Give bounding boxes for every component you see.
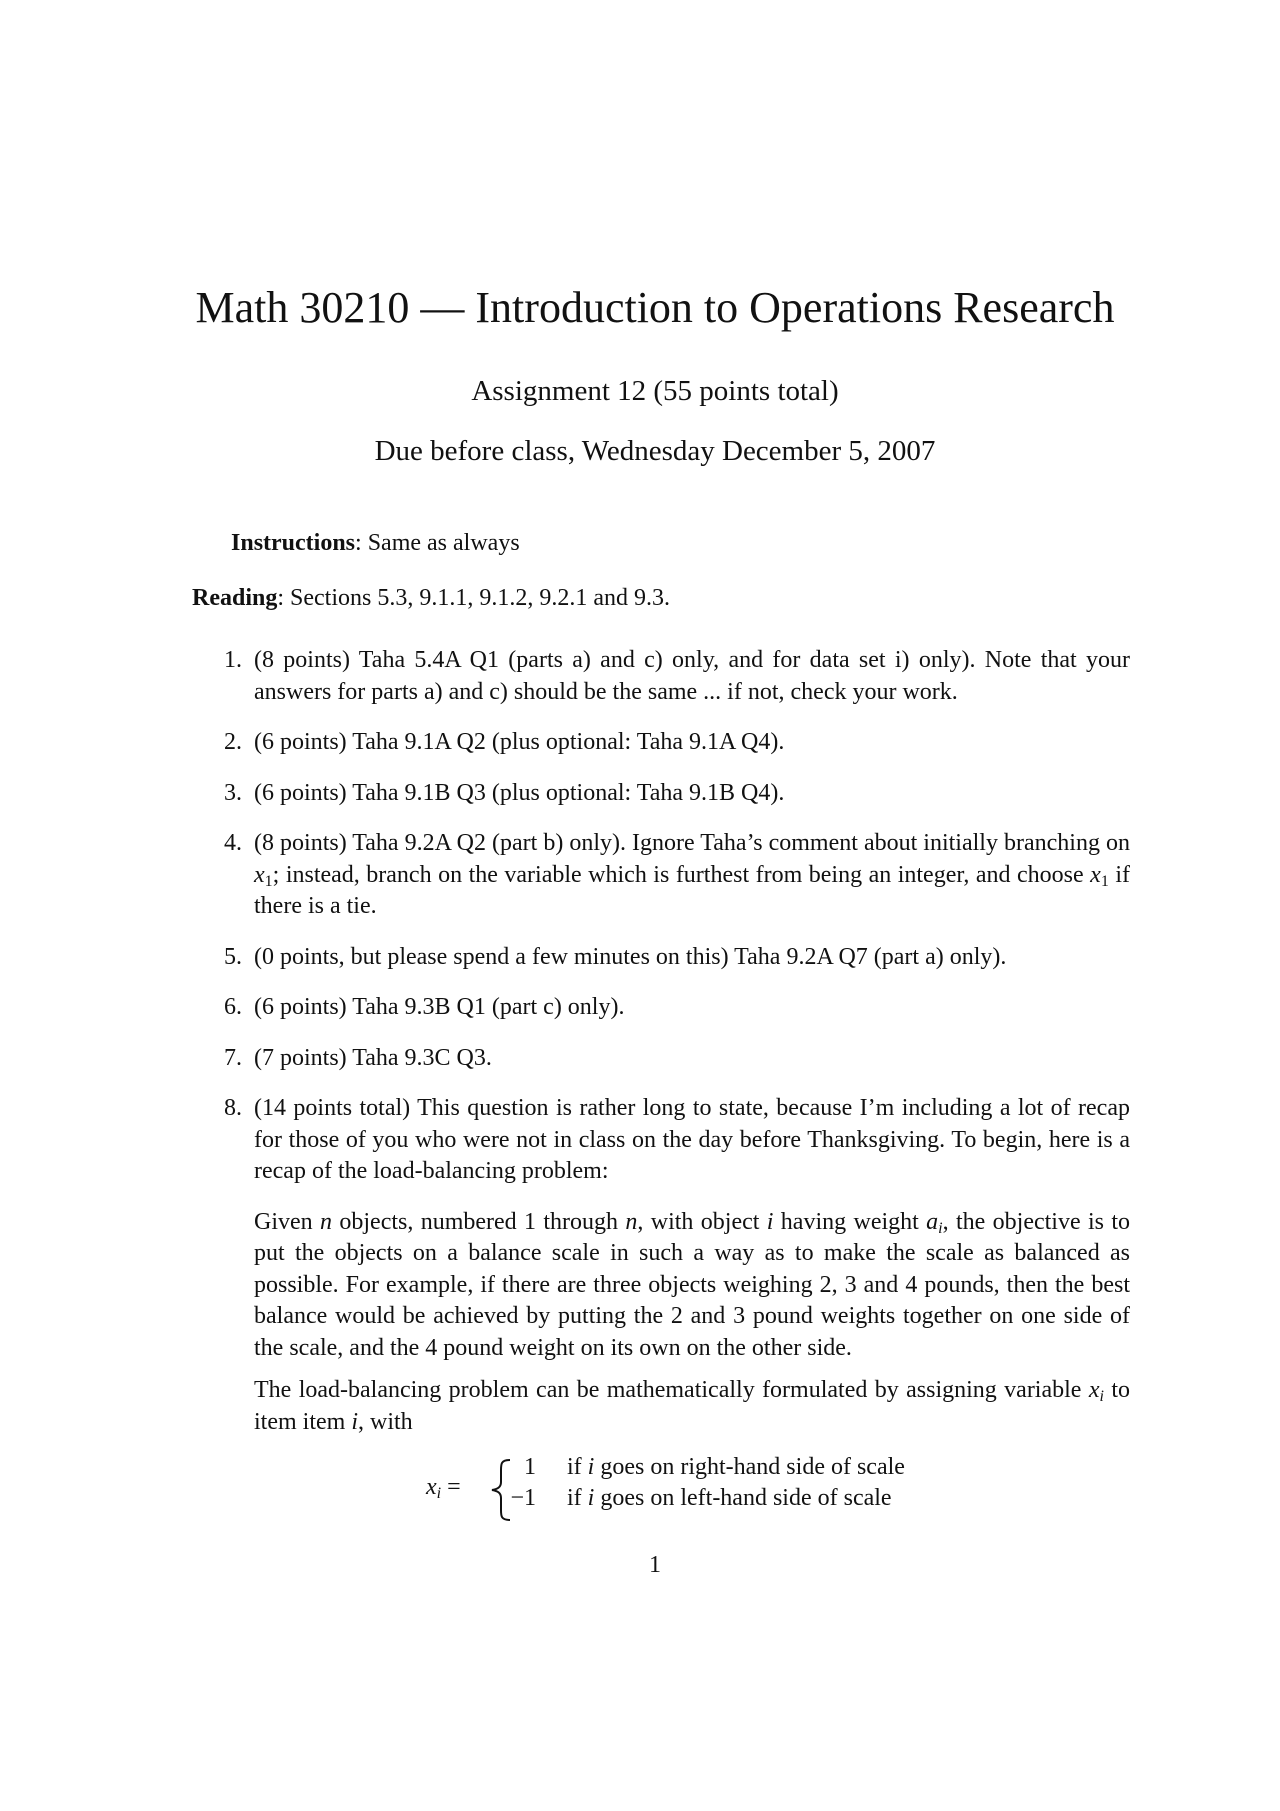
instructions-line [231,527,520,559]
question-number: 4. [224,830,242,856]
math-variable: n [320,1208,333,1235]
text-run: if [567,1485,588,1511]
math-number: 3 [733,1303,746,1329]
question-number: 1. [224,647,242,673]
text-run: to item item [254,1377,1131,1435]
text-run: if [567,1454,588,1480]
question-text: (6 points) Taha 9.1B Q3 (plus optional: Taha 9.1B Q4). [254,779,785,806]
question-item [210,828,1130,923]
question-list [210,645,1130,1438]
text-run: having weight [773,1208,927,1235]
text-run: goes on right-hand side of scale [594,1454,905,1480]
question-text: (14 points total) This question is rather long to state, because I’m including a lot of recap for those of you who were not in class on the day before Thanksgiving. To begin, here is a recap of the load-balancing problem: [254,1095,1130,1184]
equals-sign: = [441,1474,461,1500]
question-text: (8 points) Taha 5.4A Q1 (parts a) and c) only, and for data set i) only). Note that your answers for parts a) and c) should be the same ... if not, check your work. [254,647,1130,705]
question-text-part: if there is a tie. [254,861,1130,919]
page-number: 1 [649,1552,661,1578]
due-date: Due before class, Wednesday December 5, 2007 [374,435,936,467]
math-number: 2 [670,1303,683,1329]
instructions-label: Instructions [231,530,356,556]
text-run: pound weights together on one side of the scale, and the [254,1303,1130,1361]
case-value: −1 [510,1485,536,1511]
reading-line [192,582,670,614]
case-value: 1 [524,1454,536,1480]
math-subscript: i [938,1219,943,1237]
math-number: 2 [819,1271,832,1298]
math-number: 3 [844,1271,857,1298]
case-condition [567,1485,892,1512]
math-variable: n [625,1208,638,1235]
question-item [210,992,1130,1024]
math-variable: x [426,1474,437,1500]
question-text-part: (8 points) Taha 9.2A Q2 (part b) only). Ignore Taha’s comment about initially branching on [254,830,1130,856]
math-variable: i [587,1454,595,1480]
question-paragraph [254,1375,1130,1438]
math-variable: i [351,1408,358,1435]
text-run: , [831,1271,845,1298]
text-run: and [856,1271,906,1298]
question-paragraph [254,1207,1130,1365]
math-variable: a [926,1208,939,1235]
question-text: (6 points) Taha 9.3B Q1 (part c) only). [254,994,625,1020]
question-number: 7. [224,1044,242,1071]
question-item [210,1093,1130,1438]
text-run: , with [357,1408,413,1435]
text-run: through [536,1208,626,1235]
math-subscript: 1 [264,872,273,890]
reading-text: : Sections 5.3, 9.1.1, 9.1.2, 9.2.1 and 9.3. [277,585,671,611]
text-run: The load-balancing problem can be mathematically formulated by assigning variable [254,1377,1089,1403]
math-subscript: i [1099,1388,1104,1405]
text-run: objects, numbered [332,1208,525,1235]
text-run: Given [254,1208,321,1235]
case-condition [567,1454,905,1481]
question-item [210,645,1130,708]
question-text: (6 points) Taha 9.1A Q2 (plus optional: Taha 9.1A Q4). [254,729,785,755]
question-item [210,942,1130,974]
text-run: , the objective is to put the objects on a balance scale in such a way as to make the scale as balanced as possible. For example, if there are three objects weighing [254,1208,1130,1298]
question-text: (0 points, but please spend a few minutes on this) Taha 9.2A Q7 (part a) only). [254,943,1007,970]
math-number: 1 [524,1208,537,1235]
text-run: pound weight on its own on the other side. [437,1334,852,1361]
text-run: and [682,1303,734,1329]
math-number: 4 [905,1271,918,1298]
question-text-part: ; instead, branch on the variable which is furthest from being an integer, and choose [272,861,1091,888]
question-number: 5. [224,943,242,970]
text-run: goes on left-hand side of scale [594,1485,892,1511]
question-number: 3. [224,779,242,806]
question-item [210,778,1130,810]
question-number: 8. [224,1095,242,1121]
piecewise-equation [426,1454,986,1524]
math-variable: i [587,1485,595,1511]
math-subscript: 1 [1100,872,1109,890]
page-title: Math 30210 — Introduction to Operations Research [195,283,1115,332]
math-number: 4 [425,1334,438,1361]
math-variable: x [254,861,265,888]
math-variable: x [1090,861,1101,888]
question-number: 2. [224,729,242,755]
math-subscript: i [436,1485,442,1502]
math-variable: i [766,1208,774,1235]
question-number: 6. [224,994,242,1020]
math-variable: x [1088,1377,1100,1403]
question-item [210,727,1130,759]
question-text: (7 points) Taha 9.3C Q3. [254,1044,492,1071]
text-run: , with object [637,1208,767,1235]
text-run: pounds, then the best balance would be achieved by putting the [254,1271,1131,1329]
reading-label: Reading [192,585,278,611]
instructions-text: : Same as always [355,530,520,556]
assignment-subtitle: Assignment 12 (55 points total) [471,375,839,407]
question-item [210,1043,1130,1075]
